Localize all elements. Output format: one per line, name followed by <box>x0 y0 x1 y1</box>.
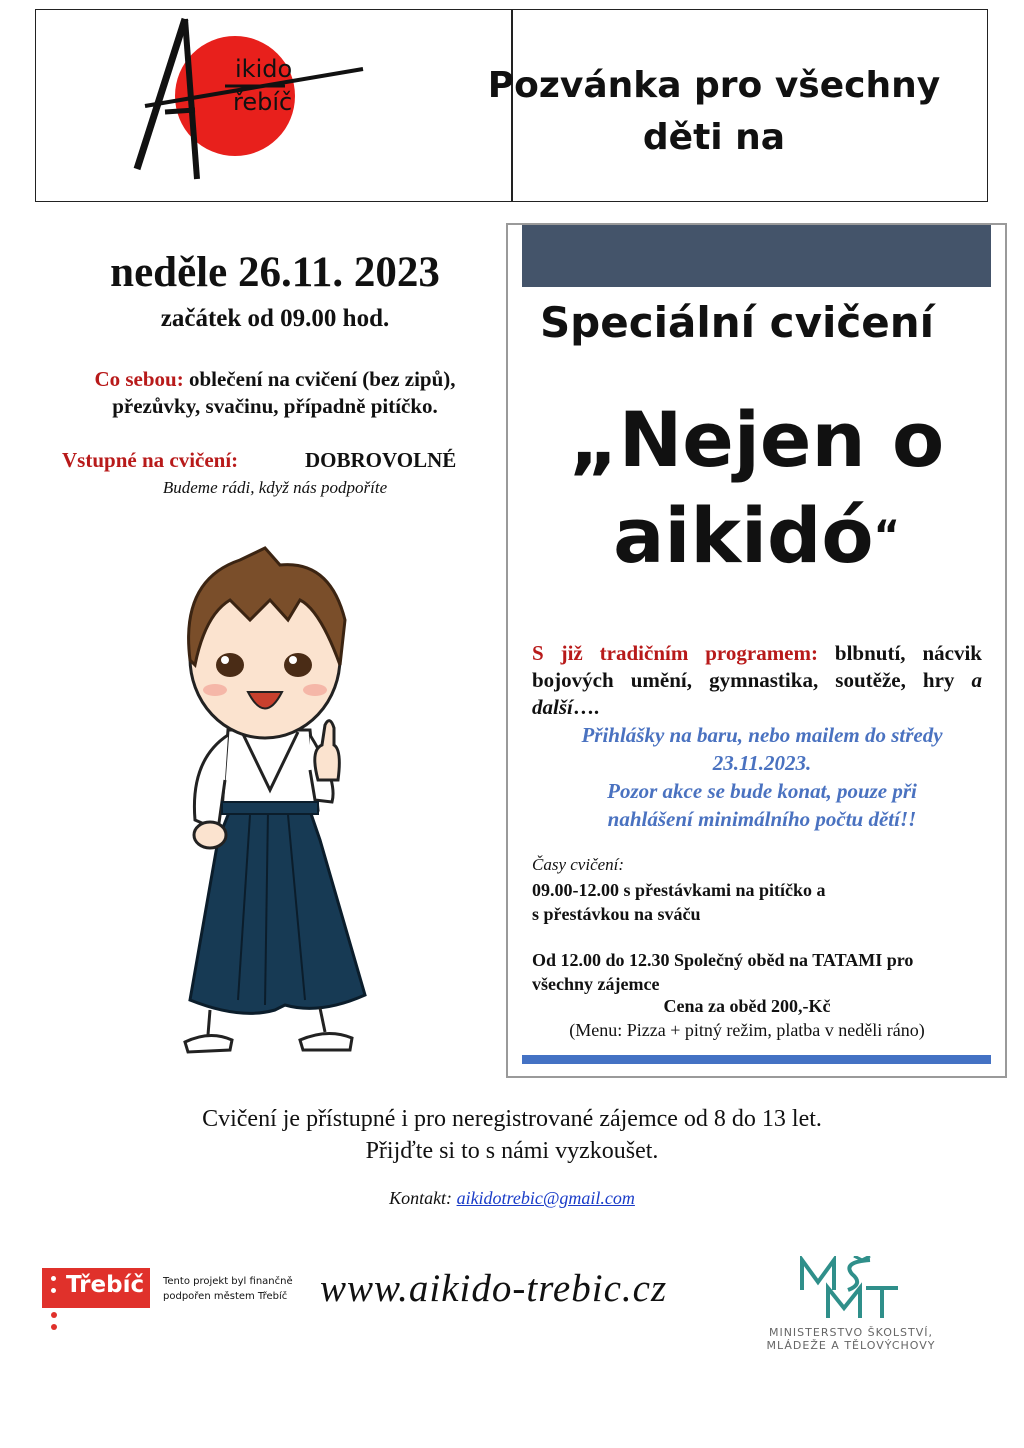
fee-label: Vstupné na cvičení: <box>62 448 239 472</box>
bring-text-1: oblečení na cvičení (bez zipů), <box>183 367 456 391</box>
thumbs-up-hand <box>315 721 340 780</box>
aikido-trebic-logo <box>125 14 375 194</box>
program-label: S již tradičním programem: <box>532 641 818 665</box>
left-eye <box>216 653 244 677</box>
open-line-2: Přijďte si to s námi vyzkoušet. <box>365 1138 659 1164</box>
lunch-line-2: všechny zájemce <box>532 974 660 994</box>
minimum-attendance-warning <box>522 777 1002 833</box>
special-training-heading: Speciální cvičení <box>539 298 935 347</box>
invitation-heading <box>478 60 950 164</box>
bring-along <box>40 366 510 420</box>
event-date: neděle 26.11. 2023 <box>110 249 440 296</box>
bring-label: Co sebou: <box>94 367 184 391</box>
training-times <box>532 878 982 926</box>
website-url[interactable]: www.aikido-trebic.cz <box>320 1267 668 1310</box>
invite-line-1: Pozvánka pro všechny <box>487 65 941 106</box>
fee-note: Budeme rádi, když nás podpoříte <box>162 478 388 497</box>
event-title <box>522 392 991 584</box>
fee-value: DOBROVOLNÉ <box>305 448 457 472</box>
lunch-line-1: Od 12.00 do 12.30 Společný oběd na TATAMI pro <box>532 950 914 970</box>
lunch-menu: (Menu: Pizza + pitný režim, platba v neděli ráno) <box>569 1020 925 1040</box>
left-arm <box>194 735 228 830</box>
right-eye <box>284 653 312 677</box>
program-more: a další <box>532 668 982 719</box>
times-line-2: s přestávkou na sváču <box>532 904 701 924</box>
left-fist <box>194 822 226 848</box>
trebic-logo-dot-2 <box>51 1324 57 1330</box>
trebic-logo <box>42 1268 150 1308</box>
warn-line-1: Pozor akce se bude konat, pouze při <box>607 779 917 803</box>
funding-note-line-1: Tento projekt byl finančně <box>163 1276 293 1287</box>
logo-text-rebic: řebíč <box>233 88 293 116</box>
logo-text-ikido: ikido <box>235 55 293 83</box>
funding-note <box>163 1274 293 1304</box>
signup-note <box>522 721 1002 777</box>
title-line-2 <box>522 488 991 584</box>
open-invitation <box>0 1103 1024 1167</box>
title-quote: “ <box>873 513 900 559</box>
msmt-logo-mark <box>798 1256 902 1322</box>
contact <box>0 1188 1024 1209</box>
times-heading: Časy cvičení: <box>532 855 625 874</box>
warn-line-2: nahlášení minimálního počtu dětí!! <box>607 807 917 831</box>
program-dots: …. <box>572 695 600 719</box>
msmt-line-1: MINISTERSTVO ŠKOLSTVÍ, <box>768 1326 934 1339</box>
lunch-info <box>532 948 982 996</box>
contact-email-link[interactable]: aikidotrebic@gmail.com <box>456 1188 635 1208</box>
program-description <box>532 640 982 721</box>
left-foot <box>185 1035 232 1052</box>
invite-line-2: děti na <box>642 117 786 158</box>
title-word: aikidó <box>613 491 874 580</box>
bring-text-2: přezůvky, svačinu, případně pitíčko. <box>112 394 438 418</box>
times-line-1: 09.00-12.00 s přestávkami na pitíčko a <box>532 880 826 900</box>
signup-line-2: 23.11.2023. <box>712 751 812 775</box>
open-line-1: Cvičení je přístupné i pro neregistrované zájemce od 8 do 13 let. <box>202 1106 822 1132</box>
program-text: blbnutí, nácvik bojových umění, gymnastika, soutěže, hry <box>532 641 982 692</box>
msmt-line-2: MLÁDEŽE A TĚLOVÝCHOVY <box>766 1339 936 1352</box>
funding-note-line-2: podpořen městem Třebíč <box>163 1291 288 1302</box>
trebic-logo-text: Třebíč <box>66 1272 145 1298</box>
event-start-time: začátek od 09.00 hod. <box>160 305 390 332</box>
program-box-footer-bar <box>522 1055 991 1064</box>
msmt-logo-text <box>742 1326 960 1352</box>
title-line-1: „Nejen o <box>568 395 945 484</box>
lunch-price: Cena za oběd 200,-Kč <box>663 996 831 1016</box>
gi-jacket <box>222 730 318 810</box>
aikido-kid-illustration <box>170 540 380 1065</box>
program-box-header-bar <box>522 225 991 287</box>
signup-line-1: Přihlášky na baru, nebo mailem do středy <box>581 723 943 747</box>
contact-label: Kontakt: <box>389 1188 457 1208</box>
trebic-logo-dot-1 <box>51 1312 57 1318</box>
right-foot <box>300 1033 352 1050</box>
